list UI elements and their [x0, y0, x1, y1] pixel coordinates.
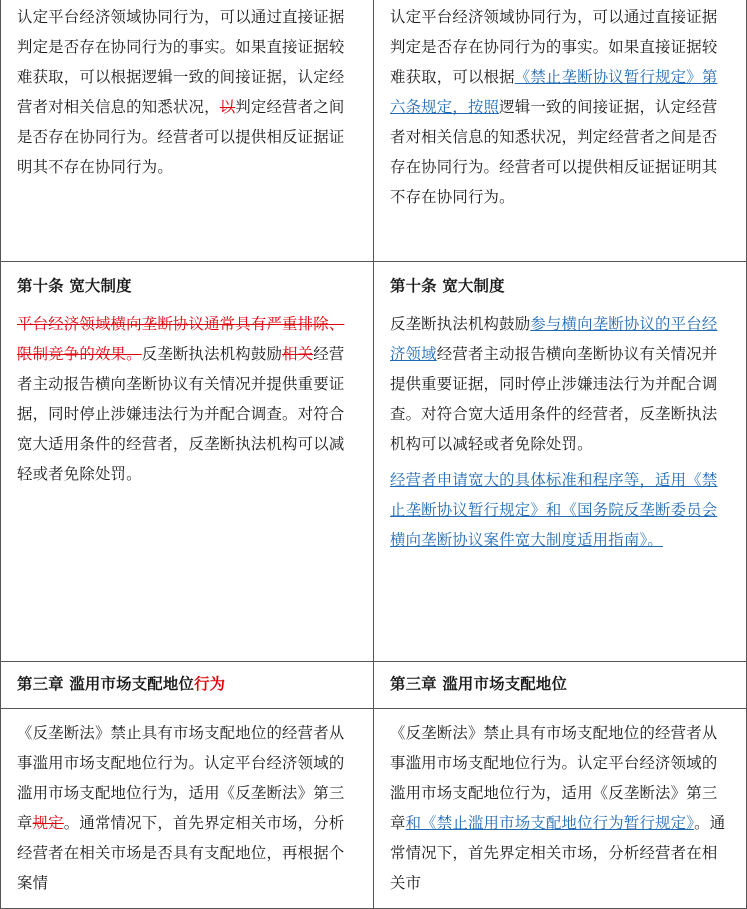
inserted-text: 《禁止垄断协议暂行规定》第六条规定，按照 — [390, 68, 718, 116]
inserted-text: 经营者申请宽大的具体标准和程序等，适用《禁止垄断协议暂行规定》和《国务院反垄断委员会横向垄断协议案件宽大制度适用指南》。 — [390, 471, 718, 549]
article-title: 第十条 宽大制度 — [17, 277, 132, 295]
deleted-text: 平台经济领域横向垄断协议通常具有严重排除、限制竞争的效果。 — [17, 315, 345, 363]
paragraph — [390, 2, 730, 212]
table-row — [1, 662, 747, 709]
article-title: 第十条 宽大制度 — [390, 277, 505, 295]
original-text-cell — [1, 0, 374, 262]
text-run: 《反垄断法》禁止具有市场支配地位的经营者从事滥用市场支配地位行为。认定平台经济领域的滥用市场支配地位行为，适用《反垄断法》第三章 — [390, 724, 718, 832]
text-run: 逻辑一致的间接证据，认定经营者对相关信息的知悉状况，判定经营者之间是否存在协同行为。经营者可以提供相反证据证明其不存在协同行为。 — [390, 98, 718, 206]
table-row — [1, 709, 747, 909]
text-run: 第三章 滥用市场支配地位 — [17, 675, 195, 693]
inserted-text: 和《禁止滥用市场支配地位行为暂行规定》 — [405, 814, 695, 832]
revised-text-cell — [374, 262, 747, 662]
revised-text-cell — [374, 0, 747, 262]
highlighted-text: 行为 — [194, 675, 226, 693]
original-chapter-cell — [1, 662, 374, 709]
text-run: 《反垄断法》禁止具有市场支配地位的经营者从事滥用市场支配地位行为。认定平台经济领域的滥用市场支配地位行为，适用《反垄断法》第三章 — [17, 724, 345, 832]
revised-text-cell — [374, 709, 747, 909]
revised-chapter-cell — [374, 662, 747, 709]
paragraph — [390, 465, 730, 555]
deleted-text: 规定 — [32, 814, 64, 832]
original-text-cell — [1, 709, 374, 909]
text-run: 。通常情况下，首先界定相关市场，分析经营者在相关市 — [390, 814, 726, 892]
paragraph — [17, 2, 357, 182]
paragraph — [17, 718, 357, 898]
text-run: 反垄断执法机构鼓励 — [390, 315, 531, 333]
text-run: 判定经营者之间是否存在协同行为。经营者可以提供相反证据证明其不存在协同行为。 — [17, 98, 345, 176]
table-row — [1, 262, 747, 662]
text-run: 经营者主动报告横向垄断协议有关情况并提供重要证据，同时停止涉嫌违法行为并配合调查。对符合宽大适用条件的经营者，反垄断执法机构可以减轻或者免除处罚。 — [17, 345, 345, 483]
inserted-text: 参与横向垄断协议的平台经济领域 — [390, 315, 718, 363]
original-text-cell — [1, 262, 374, 662]
paragraph — [390, 309, 730, 459]
deleted-text: 相关 — [282, 345, 314, 363]
deleted-text: 以 — [219, 98, 236, 116]
text-run: 认定平台经济领域协同行为，可以通过直接证据判定是否存在协同行为的事实。如果直接证据较难获取，可以根据 — [390, 8, 718, 86]
text-run: 认定平台经济领域协同行为，可以通过直接证据判定是否存在协同行为的事实。如果直接证据较难获取，可以根据逻辑一致的间接证据，认定经营者对相关信息的知悉状况， — [17, 8, 345, 116]
chapter-title: 第三章 滥用市场支配地位 — [390, 675, 568, 693]
paragraph — [17, 309, 357, 489]
text-run: 经营者主动报告横向垄断协议有关情况并提供重要证据，同时停止涉嫌违法行为并配合调查。对符合宽大适用条件的经营者，反垄断执法机构可以减轻或者免除处罚。 — [390, 345, 718, 453]
text-run: 反垄断执法机构鼓励 — [141, 345, 283, 363]
table-row — [1, 0, 747, 262]
chapter-title — [17, 669, 357, 699]
text-run: 。通常情况下，首先界定相关市场，分析经营者在相关市场是否具有支配地位，再根据个案情 — [17, 814, 345, 892]
paragraph — [390, 718, 730, 898]
